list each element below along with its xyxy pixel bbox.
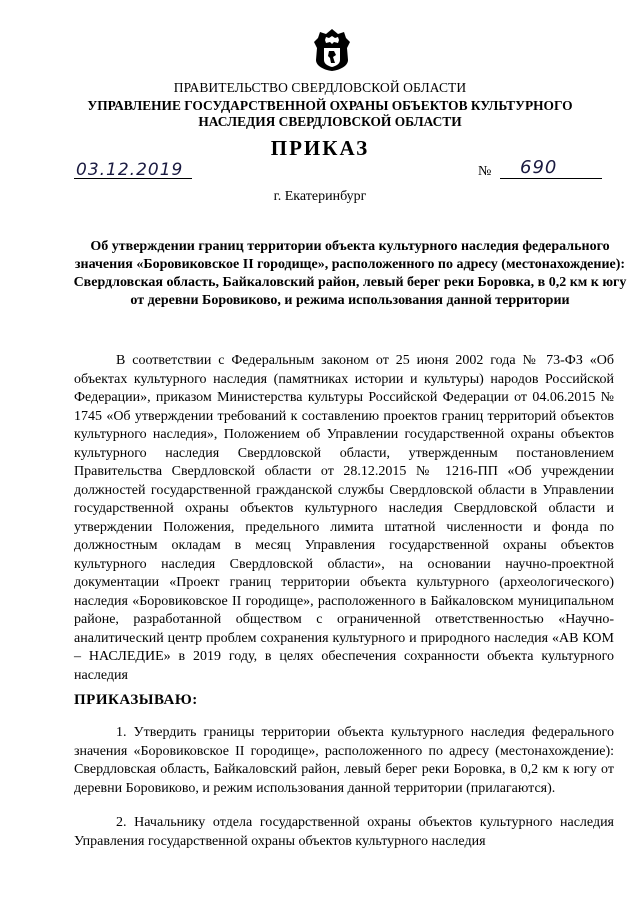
number-underline <box>500 178 602 179</box>
department-name: УПРАВЛЕНИЕ ГОСУДАРСТВЕННОЙ ОХРАНЫ ОБЪЕКТОВ КУЛЬТУРНОГО НАСЛЕДИЯ СВЕРДЛОВСКОЙ ОБЛАСТИ <box>87 98 573 129</box>
document-title: ПРИКАЗ <box>270 136 370 160</box>
document-subject: Об утверждении границ территории объекта культурного наследия федерального значения «Боровиковское II городище», расположенного по адресу (местонахождение): Свердловская область, Байкаловский район, левый берег реки Боровка, в 0,2 км к югу от деревни Боровиково, и режима использования данной территории <box>73 239 627 308</box>
order-item-1: 1. Утвердить границы территории объекта культурного наследия федерального значения «Боровиковское II городище», расположенного по адресу (местонахождение): Свердловская область, Байкаловский район, левый берег реки Боровка, в 0,2 км к югу от деревни Боровиково, и режим использования данной территории (прилагаются). <box>74 725 614 796</box>
preamble-paragraph: В соответствии с Федеральным законом от 25 июня 2002 года № 73-ФЗ «Об объектах культурного наследия (памятниках истории и культуры) народов Российской Федерации», приказом Министерства культуры Российской Федерации от 04.06.2015 № 1745 «Об утверждении требований к составлению проектов границ территорий объектов культурного наследия», Положением об Управлении государственной охраны объектов культурного наследия Свердловской области, утвержденным постановлением Правительства Свердловской области от 28.12.2015 № 1216-ПП «Об учреждении должностей государственной гражданской службы Свердловской области в Управлении государственной охраны объектов культурного наследия Свердловской области и утверждении Положения, предельного лимита штатной численности и фонда по должностным окладам в месяц Управления государственной охраны объектов культурного наследия Свердловской области», на основании научно-проектной документации «Проект границ территории объекта культурного (археологического) наследия «Боровиковское II городище», расположенного в Байкаловском муниципальном районе, разработанной обществом с ограниченной ответственностью «Научно-аналитический центр проблем сохранения культурного и природного наследия «АВ КОМ – НАСЛЕДИЕ» в 2019 году, в целях обеспечения сохранности объекта культурного наследия <box>74 353 614 683</box>
government-name: ПРАВИТЕЛЬСТВО СВЕРДЛОВСКОЙ ОБЛАСТИ <box>173 80 467 95</box>
document-date: 03.12.2019 <box>76 160 184 180</box>
document-number: 690 <box>520 157 558 178</box>
order-item-2: 2. Начальнику отдела государственной охраны объектов культурного наследия Управления государственной охраны объектов культурного наследия <box>74 815 614 849</box>
coat-of-arms-icon <box>312 28 352 72</box>
number-sign: № <box>478 164 492 179</box>
order-heading: ПРИКАЗЫВАЮ: <box>74 692 198 708</box>
date-underline <box>74 178 192 179</box>
city: г. Екатеринбург <box>273 189 367 204</box>
